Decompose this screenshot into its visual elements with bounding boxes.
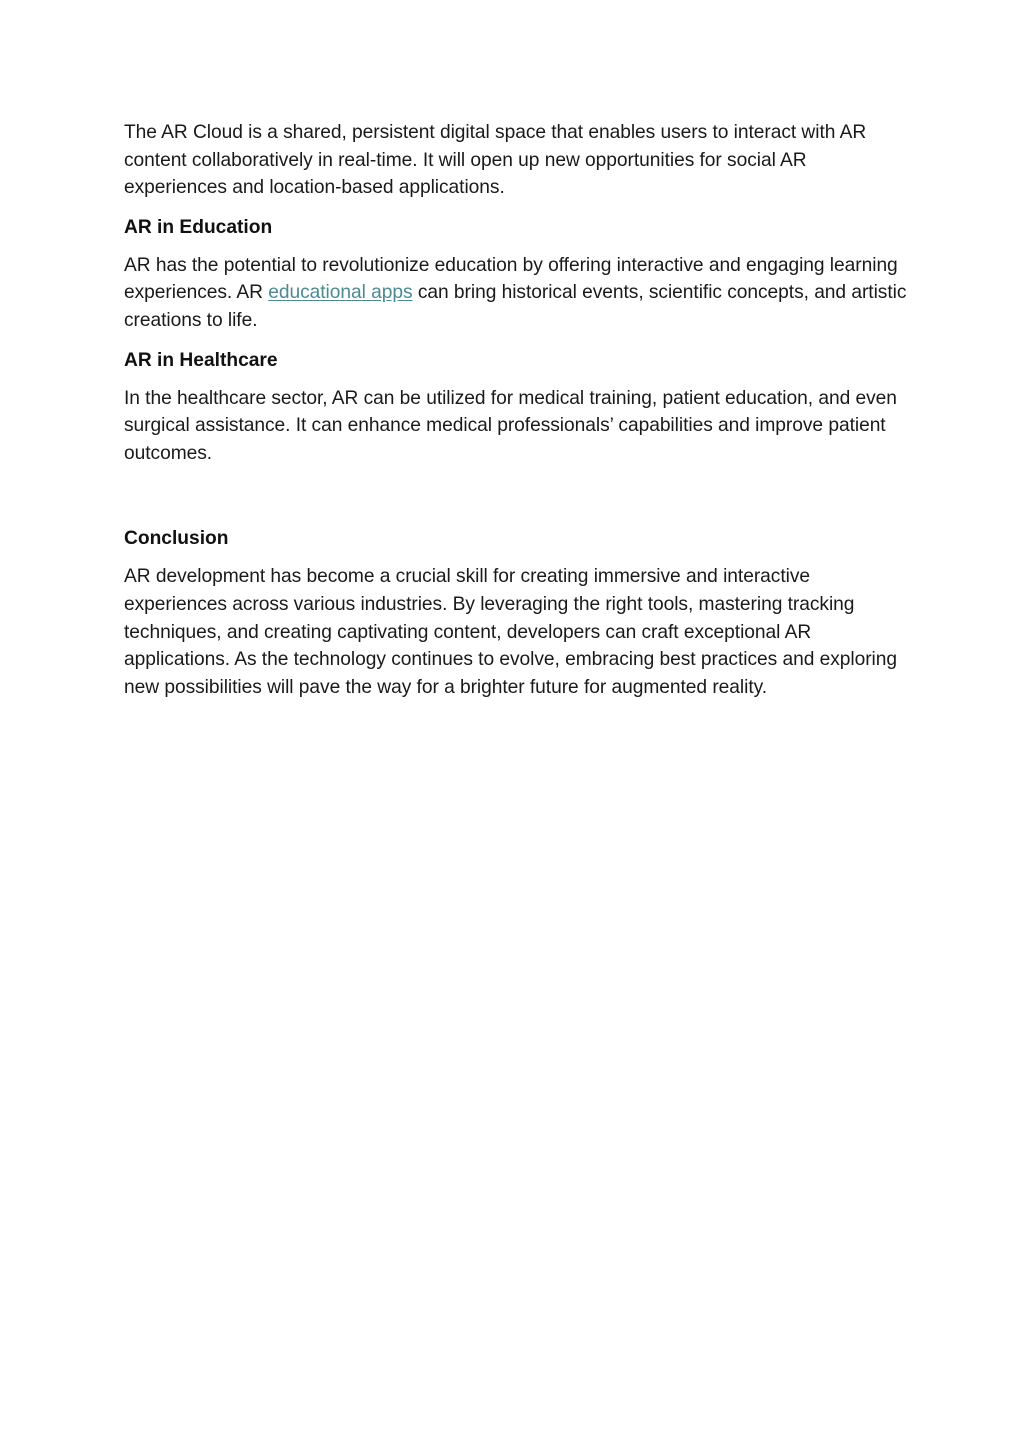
document-page xyxy=(124,119,914,714)
education-text-before-link: AR has the potential to revolutionize education by offering interactive and engaging learning experiences. AR xyxy=(124,254,898,304)
education-paragraph xyxy=(124,252,914,335)
section-spacer xyxy=(124,480,914,526)
educational-apps-link[interactable]: educational apps xyxy=(268,282,413,304)
healthcare-paragraph: In the healthcare sector, AR can be utilized for medical training, patient education, and even surgical assistance. It can enhance medical professionals’ capabilities and improve patient outcomes. xyxy=(124,387,897,464)
education-text-after-link: can bring historical events, scientific concepts, and artistic creations to life. xyxy=(124,282,907,331)
conclusion-heading: Conclusion xyxy=(124,528,229,550)
conclusion-paragraph: AR development has become a crucial skill for creating immersive and interactive experiences across various industries. By leveraging the right tools, mastering tracking techniques, and creating captivating content, developers can craft exceptional AR applications. As the technology continues to evolve, embracing best practices and exploring new possibilities will pave the way for a brighter future for augmented reality. xyxy=(124,566,898,698)
intro-paragraph: The AR Cloud is a shared, persistent digital space that enables users to interact with AR content collaboratively in real-time. It will open up new opportunities for social AR experiences and location-based applications. xyxy=(124,122,867,199)
education-heading: AR in Education xyxy=(124,216,273,238)
healthcare-heading: AR in Healthcare xyxy=(124,349,278,371)
